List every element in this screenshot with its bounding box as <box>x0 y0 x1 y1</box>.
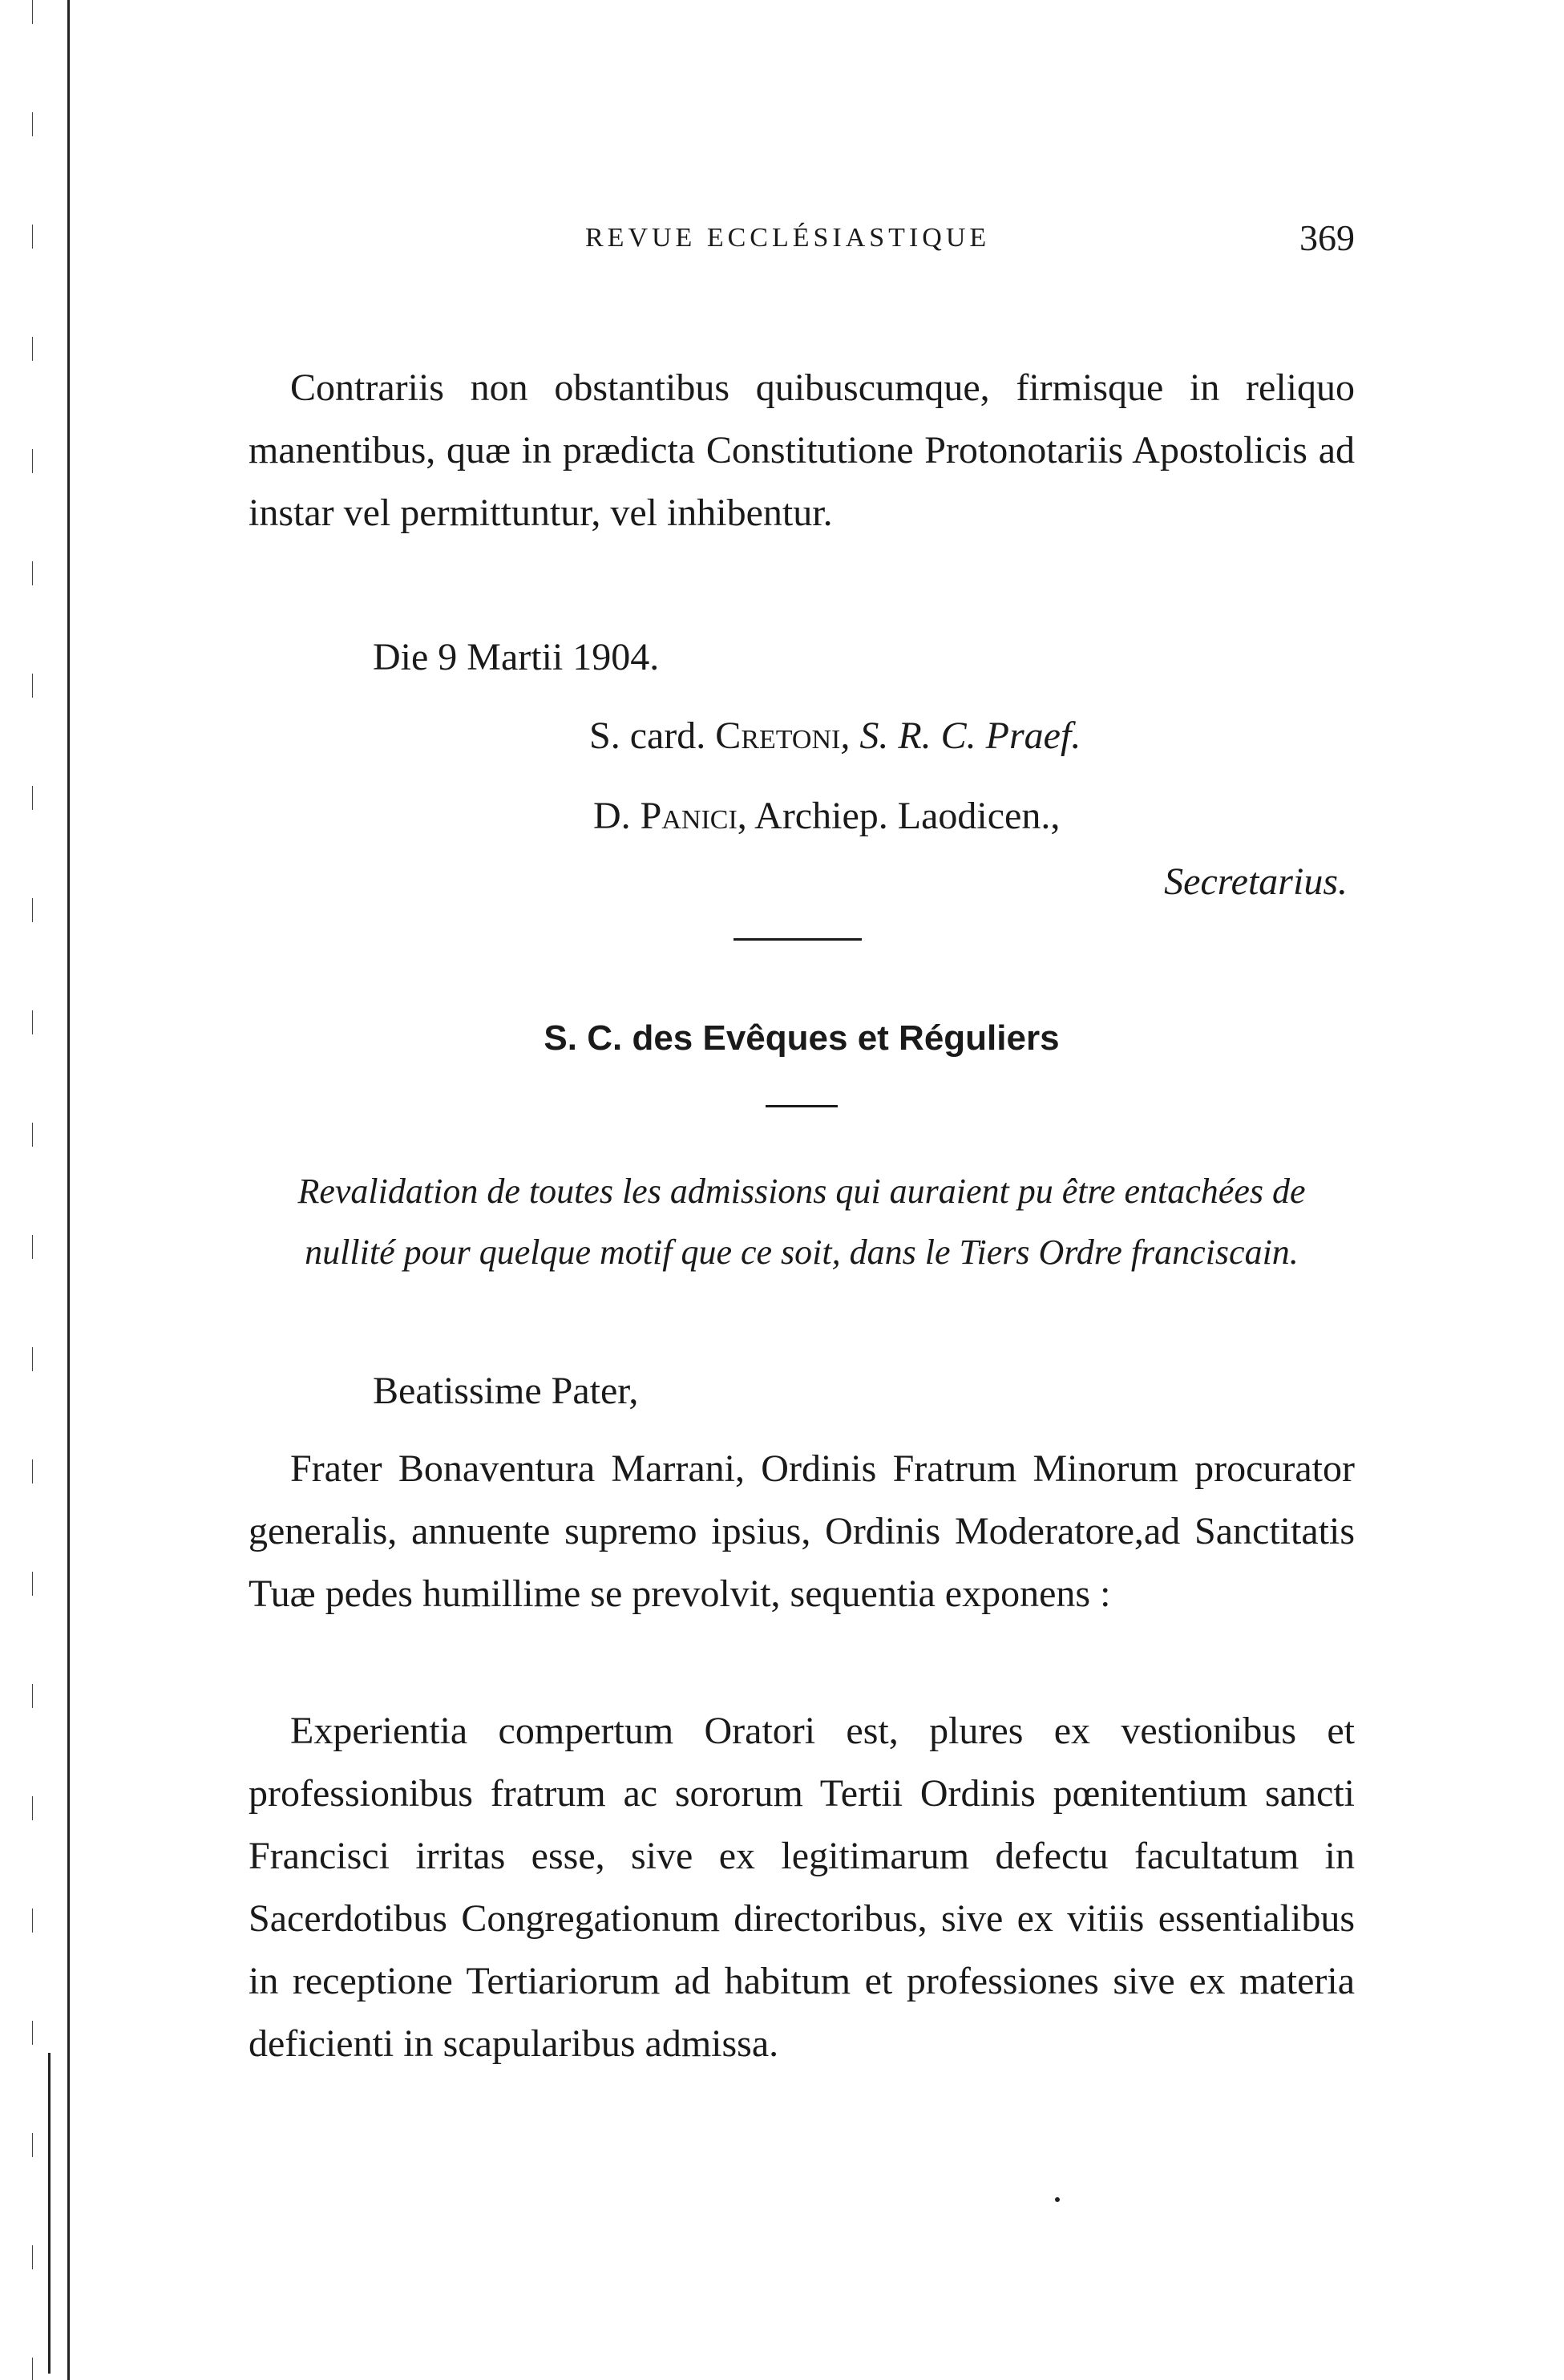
salutation: Beatissime Pater, <box>373 1370 639 1412</box>
running-head <box>249 217 1355 265</box>
section-heading: S. C. des Evêques et Réguliers <box>544 1018 1060 1058</box>
petition-paragraph-2: Experientia compertum Oratori est, plures ex vestionibus et professionibus fratrum ac sororum Tertii Ordinis pœnitentium sancti Francisci irritas esse, sive ex legitimarum defectu facultatum in Sacerdotibus Congregationum directoribus, sive ex vitiis essentialibus in receptione Tertiariorum ad habitum et professiones sive ex materia deficienti in scapularibus admissa. <box>249 1710 1355 2065</box>
signature-prefect <box>589 712 1081 760</box>
scan-page-edge <box>67 0 70 2380</box>
page-number: 369 <box>1299 217 1355 258</box>
signature-secretary-name: Panici <box>640 795 738 837</box>
signature-prefect-name: Cretoni <box>715 714 841 757</box>
stray-ink-dot <box>1055 2197 1060 2202</box>
running-title: REVUE ECCLÉSIASTIQUE <box>585 223 991 253</box>
scan-page-edge-lower <box>48 2053 51 2374</box>
date-line: Die 9 Martii 1904. <box>373 636 660 678</box>
scan-margin-marks <box>32 0 33 2380</box>
heading-rule <box>766 1105 838 1107</box>
section-subtitle: Revalidation de toutes les admissions qui auraient pu être entachées de nullité pour quelque motif que ce soit, dans le Tiers Ordre franciscain. <box>297 1172 1306 1272</box>
signature-secretary-title: Secretarius. <box>1164 860 1348 903</box>
signature-secretary <box>593 792 1060 840</box>
petition-paragraph-1: Frater Bonaventura Marrani, Ordinis Fratrum Minorum procurator generalis, annuente supremo ipsius, Ordinis Moderatore,ad Sanctitatis Tuæ pedes humillime se prevolvit, sequentia exponens : <box>249 1447 1355 1615</box>
divider-rule <box>734 938 862 941</box>
signature-prefect-prefix: S. card. <box>589 714 716 757</box>
signature-secretary-prefix: D. <box>593 795 641 837</box>
signature-prefect-title: , S. R. C. Praef. <box>840 714 1081 757</box>
signature-secretary-see: , Archiep. Laodicen., <box>737 795 1061 837</box>
continuation-paragraph: Contrariis non obstantibus quibuscumque, firmisque in reliquo manentibus, quæ in prædicta Constitutione Protonotariis Apostolicis ad instar vel permittuntur, vel inhibentur. <box>249 366 1355 534</box>
